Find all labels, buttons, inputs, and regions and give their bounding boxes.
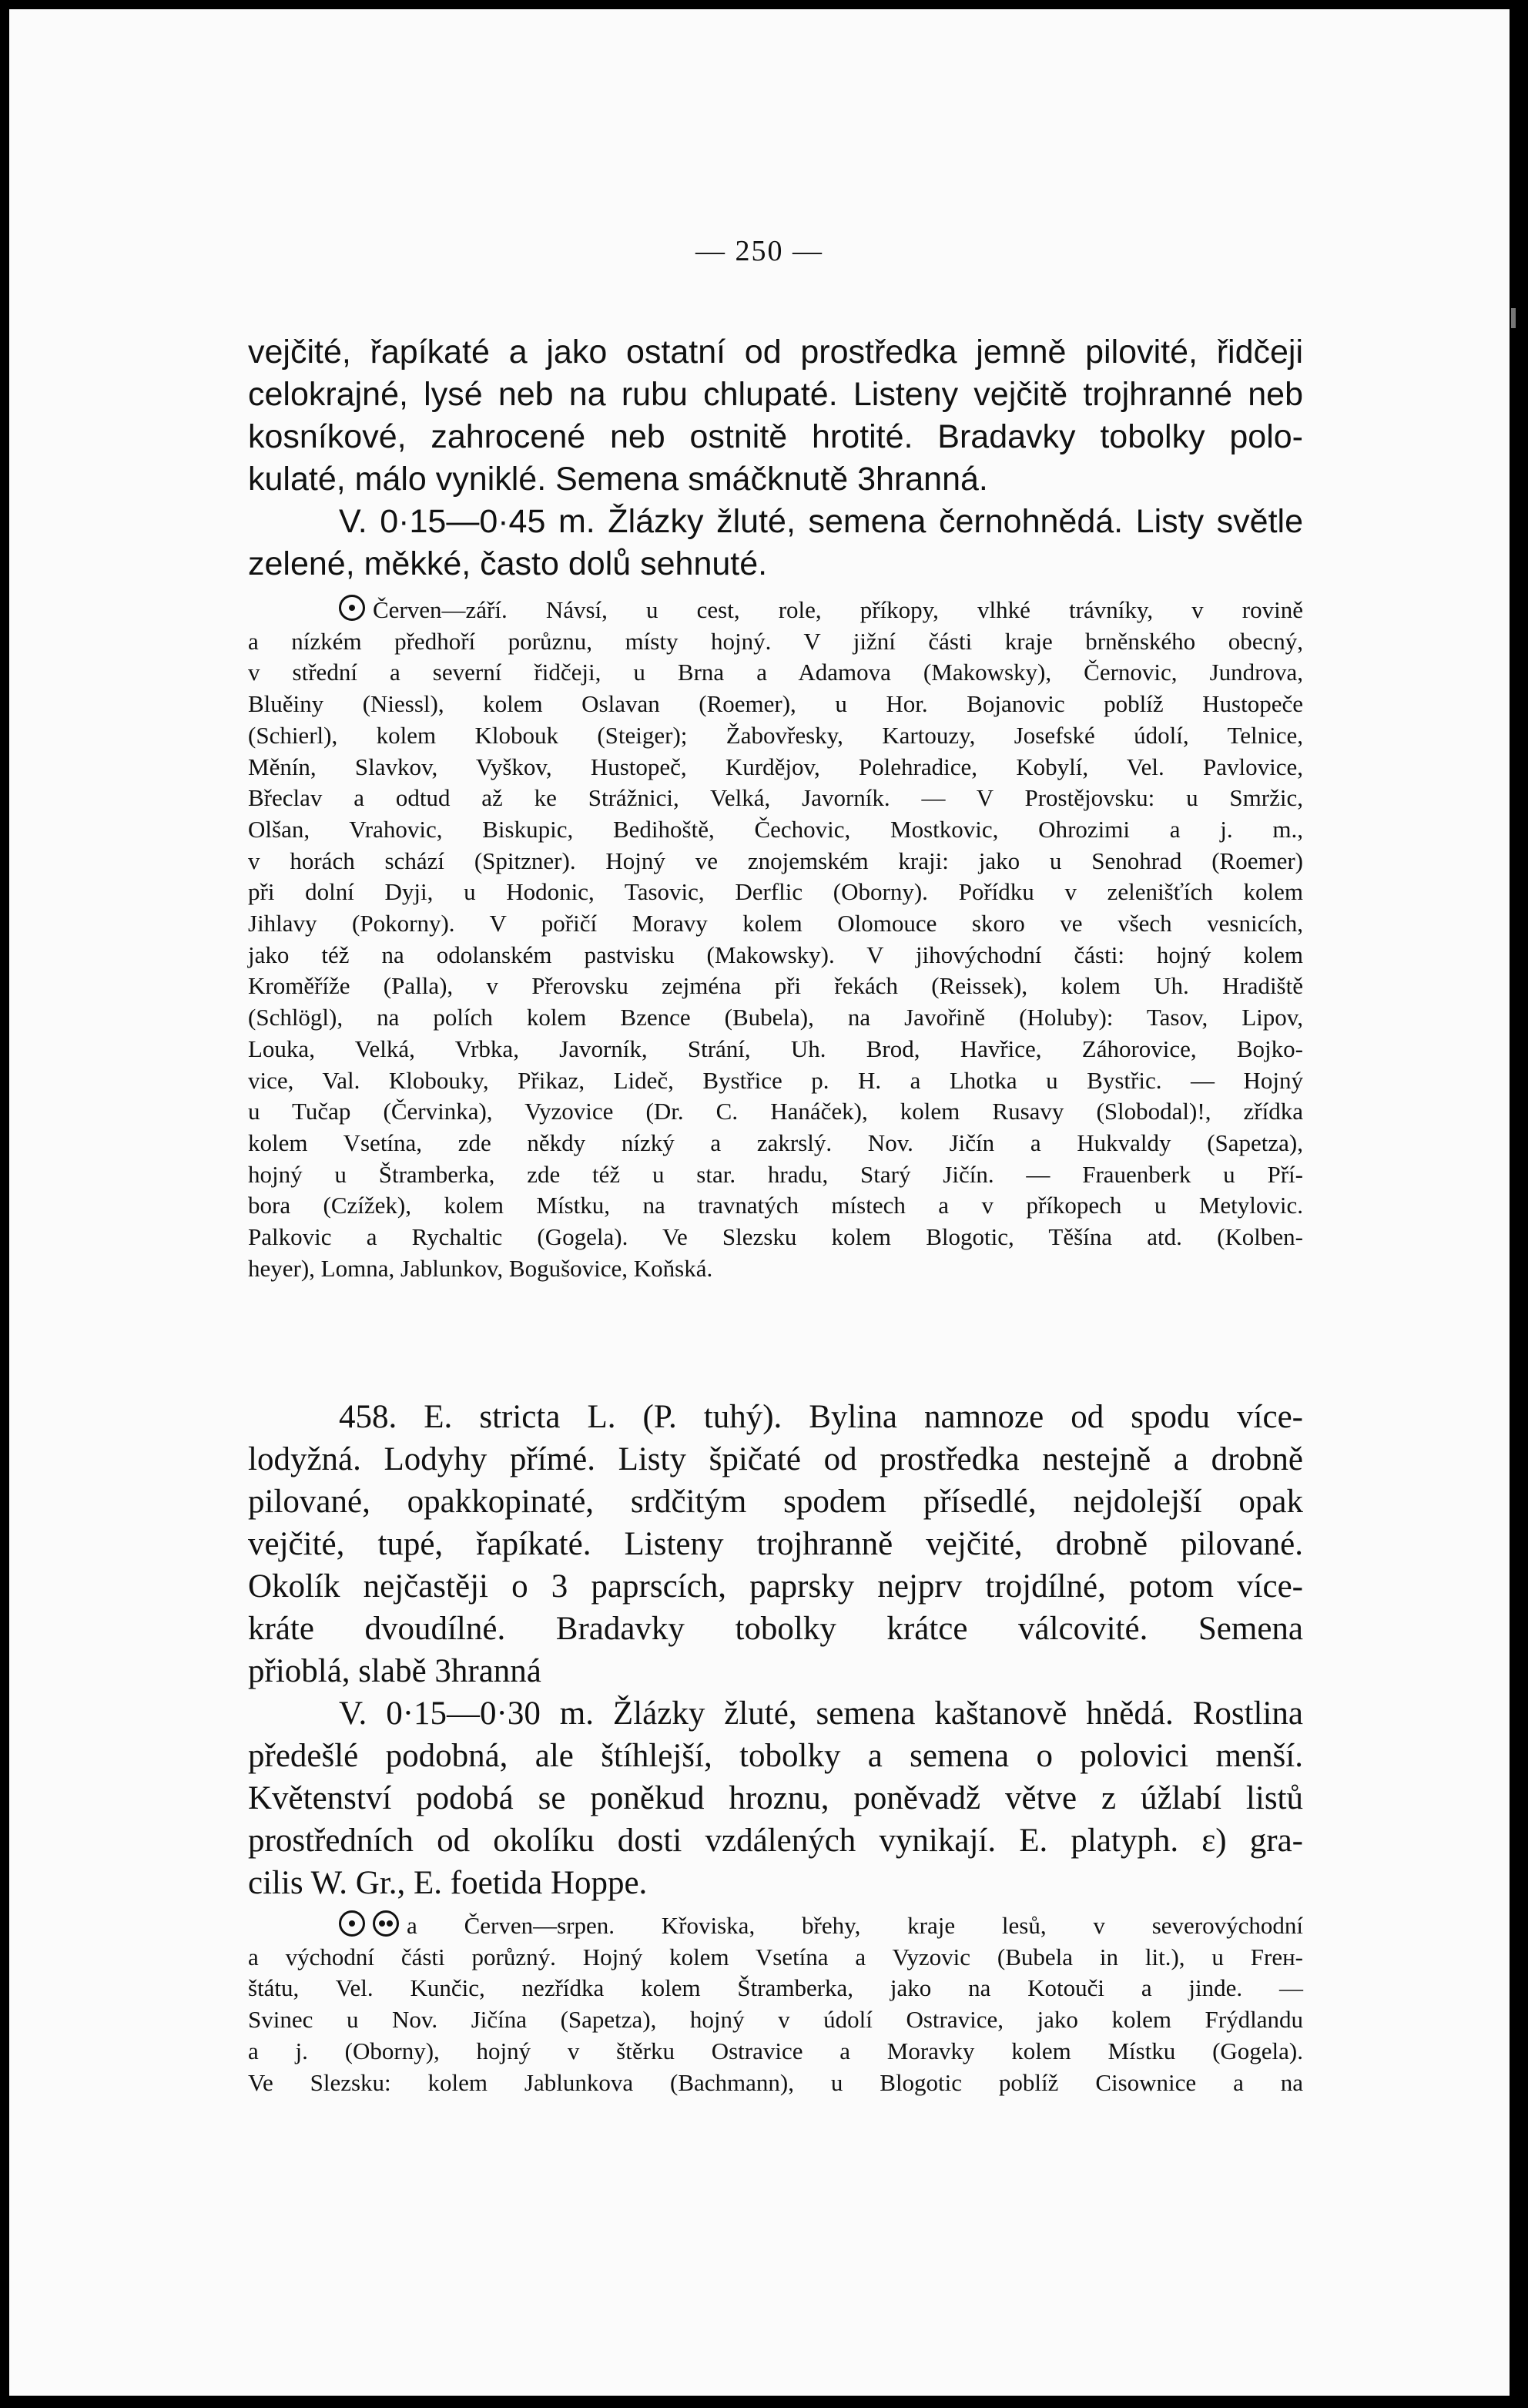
text-line: pilované, opakkopinaté, srdčitým spodem přísedlé, nejdolejší opak [248, 1484, 1303, 1520]
text-line: Olšan, Vrahovic, Biskupic, Bedihoště, Čechovic, Mostkovic, Ohrozimi a j. m., [248, 815, 1303, 843]
text-line: v horách schází (Spitzner). Hojný ve znojemském kraji: jako u Senohrad (Roemer) [248, 847, 1303, 874]
paragraph-description-continued [248, 331, 1303, 585]
annual-plant-symbol-icon [339, 595, 365, 621]
text-line: a nízkém předhoří porůznu, místy hojný. V jižní části kraje brněnského obecný, [248, 627, 1303, 655]
text-line: přioblá, slabě 3hranná [248, 1653, 541, 1689]
scan-edge-mark [1511, 308, 1516, 328]
text-line: V. 0·15—0·45 m. Žlázky žluté, semena černohnědá. Listy světle [339, 503, 1303, 540]
paragraph-species-458 [248, 1396, 1303, 1904]
text-line: a Červen—srpen. Křoviska, břehy, kraje lesů, v severovýchodní [248, 1910, 1303, 1942]
text-line: předešlé podobná, ale štíhlejší, tobolky a semena o polovici menší. [248, 1738, 1303, 1774]
text-line: (Schierl), kolem Klobouk (Steiger); Žabovřesky, Kartouzy, Josefské údolí, Telnice, [248, 721, 1303, 749]
page-number: — 250 — [695, 235, 823, 267]
text-line: vejčité, řapíkaté a jako ostatní od prostředka jemně pilovité, řidčeji [248, 334, 1303, 371]
text-line: u Tučap (Červinka), Vyzovice (Dr. C. Hanáček), kolem Rusavy (Slobodal)!, zřídka [248, 1098, 1303, 1125]
text-line: zelené, měkké, často dolů sehnuté. [248, 545, 768, 582]
text-line: V. 0·15—0·30 m. Žlázky žluté, semena kaštanově hnědá. Rostlina [339, 1695, 1303, 1732]
text-line: kosníkové, zahrocené neb ostnitě hrotité. Bradavky tobolky polo- [248, 418, 1303, 455]
text-line: Palkovic a Rychaltic (Gogela). Ve Slezsku kolem Blogotic, Těšína atd. (Kolben- [248, 1223, 1303, 1251]
text-line: heyer), Lomna, Jablunkov, Bogušovice, Koňská. [248, 1254, 713, 1282]
text-line: Kroměříže (Palla), v Přerovsku zejména při řekách (Reissek), kolem Uh. Hradiště [248, 972, 1303, 1000]
text-line: Bluěiny (Niessl), kolem Oslavan (Roemer), u Hor. Bojanovic poblíž Hustopeče [248, 690, 1303, 718]
text-line: vejčité, tupé, řapíkaté. Listeny trojhranně vejčité, drobně pilované. [248, 1526, 1303, 1562]
text-line: Měnín, Slavkov, Vyškov, Hustopeč, Kurdějov, Polehradice, Kobylí, Vel. Pavlovice, [248, 753, 1303, 780]
text-line: při dolní Dyji, u Hodonic, Tasovic, Derflic (Oborny). Pořídku v zelenišťích kolem [248, 878, 1303, 906]
text-line: kráte dvoudílné. Bradavky tobolky krátce válcovité. Semena [248, 1611, 1303, 1647]
text-line: 458. E. stricta L. (P. tuhý). Bylina namnoze od spodu více- [339, 1399, 1303, 1435]
text-line: celokrajné, lysé neb na rubu chlupaté. Listeny vejčitě trojhranné neb [248, 376, 1303, 413]
text-line: prostředních od okolíku dosti vzdálených vynikají. E. platyph. ε) gra- [248, 1823, 1303, 1859]
text-line: cilis W. Gr., E. foetida Hoppe. [248, 1865, 648, 1901]
text-line: (Schlögl), na polích kolem Bzence (Bubela), na Javořině (Holuby): Tasov, Lipov, [248, 1004, 1303, 1031]
text-line: štátu, Vel. Kunčic, nezřídka kolem Štramberka, jako na Kotouči a jinde. — [248, 1974, 1303, 2002]
text-line: lodyžná. Lodyhy přímé. Listy špičaté od prostředka nestejně a drobně [248, 1441, 1303, 1477]
text-line: Svinec u Nov. Jičína (Sapetza), hojný v údolí Ostravice, jako kolem Frýdlandu [248, 2006, 1303, 2034]
text-line: vice, Val. Klobouky, Přikaz, Lideč, Bystřice p. H. a Lhotka u Bystřic. — Hojný [248, 1066, 1303, 1094]
text-line: v střední a severní řidčeji, u Brna a Adamova (Makowsky), Černovic, Jundrova, [248, 659, 1303, 686]
book-page [9, 9, 1510, 2396]
text-line: Ve Slezsku: kolem Jablunkova (Bachmann), u Blogotic poblíž Cisownice a na [248, 2068, 1303, 2096]
text-line: Červen—září. Návsí, u cest, role, příkopy, vlhké trávníky, v rovině [248, 595, 1303, 626]
text-line: kulaté, málo vyniklé. Semena smáčknutě 3hranná. [248, 461, 988, 498]
text-line: a j. (Oborny), hojný v štěrku Ostravice a Moravky kolem Místku (Gogela). [248, 2037, 1303, 2064]
text-line: Louka, Velká, Vrbka, Javorník, Strání, Uh. Brod, Havřice, Záhorovice, Bojko- [248, 1035, 1303, 1062]
text-line: Jihlavy (Pokorny). V pořičí Moravy kolem Olomouce skoro ve všech vesnicích, [248, 910, 1303, 937]
biennial-plant-symbol-icon [373, 1910, 399, 1937]
text-line: Břeclav a odtud až ke Strážnici, Velká, Javorník. — V Prostějovsku: u Smržic, [248, 784, 1303, 812]
text-line: a východní části porůzný. Hojný kolem Vsetína a Vyzovic (Bubela in lit.), u Frен- [248, 1943, 1303, 1970]
text-line: Okolík nejčastěji o 3 paprscích, paprsky nejprv trojdílné, potom více- [248, 1568, 1303, 1605]
annual-plant-symbol-icon [339, 1910, 365, 1937]
paragraph-localities [248, 595, 1303, 1284]
text-line: Květenství podobá se poněkud hroznu, poněvadž větve z úžlabí listů [248, 1780, 1303, 1816]
text-line: kolem Vsetína, zde někdy nízký a zakrslý. Nov. Jičín a Hukvaldy (Sapetza), [248, 1129, 1303, 1156]
text-line: hojný u Štramberka, zde též u star. hradu, Starý Jičín. — Frauenberk u Pří- [248, 1160, 1303, 1188]
text-line: bora (Czížek), kolem Místku, na travnatých místech a v příkopech u Metylovic. [248, 1192, 1303, 1219]
paragraph-localities-458 [248, 1910, 1303, 2098]
text-line: jako též na odolanském pastvisku (Makowsky). V jihovýchodní části: hojný kolem [248, 941, 1303, 968]
